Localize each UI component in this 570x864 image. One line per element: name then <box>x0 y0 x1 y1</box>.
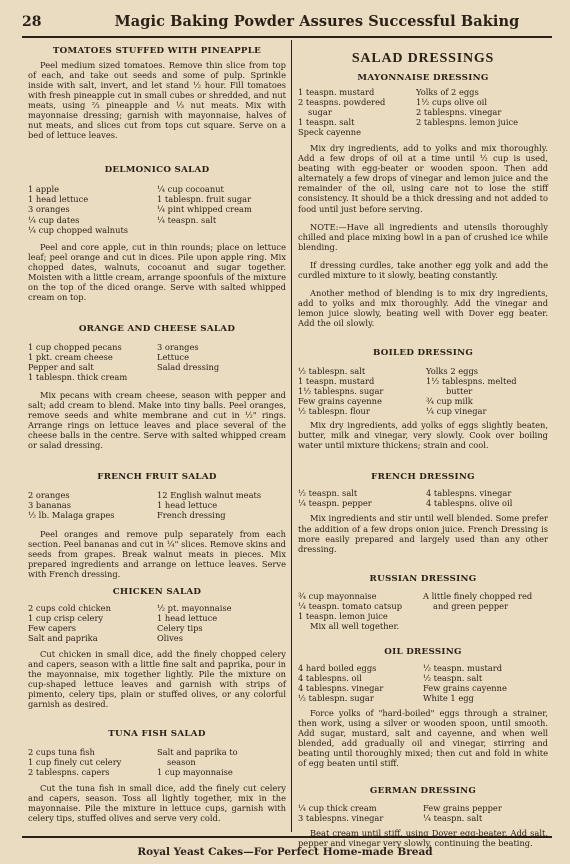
ingredient: 4 tablespns. olive oil <box>426 498 513 509</box>
recipe-body: Mix pecans with cream cheese, season with pepper and salt; add cream to blend. Make into tiny balls. Peel oranges, remove seeds and white membrane and cut in ½" rings. Arrange rings on lettuce leaves and place several of the cheese balls in the centre. Serve with salted whipped cream or salad dressing. <box>28 390 286 451</box>
ingredient: ½ teaspn. mustard <box>423 662 503 673</box>
ingredient: Yolks of 2 eggs <box>416 87 479 97</box>
ingredient-list <box>298 591 548 621</box>
ingredient: ½ tablespn. salt <box>298 365 366 376</box>
method-paragraph: Another method of blending is to mix dry ingredients, add to yolks and mix thoroughly. Add the vinegar and lemon juice slowly, beating well with Dover egg beater. Add the oil slowly. <box>298 287 548 328</box>
ingredient: 12 English walnut meats <box>157 490 262 501</box>
ingredient: ½ lb. Malaga grapes <box>28 510 115 521</box>
ingredient: ¾ cup mayonnaise <box>298 590 377 601</box>
ingredient-list <box>28 603 286 643</box>
ingredient: ¼ cup vinegar <box>426 406 487 417</box>
recipe-chicken <box>28 587 286 709</box>
ingredient: 2 cups cold chicken <box>28 602 111 613</box>
ingredient: Speck cayenne <box>298 127 362 138</box>
ingredient: 4 tablespns. vinegar <box>298 682 384 693</box>
ingredient: 4 tablespns. vinegar <box>426 488 512 499</box>
ingredient: ¼ cup dates <box>28 214 80 225</box>
header-rule <box>22 36 552 38</box>
recipe-title: GERMAN DRESSING <box>369 786 477 797</box>
ingredient: 4 tablespns. oil <box>298 672 362 683</box>
ingredient: Few capers <box>28 622 76 633</box>
recipe-orange-cheese <box>28 324 286 450</box>
ingredient: butter <box>446 386 473 397</box>
ingredient: sugar <box>308 107 332 118</box>
ingredient: ½ tablespn. flour <box>298 406 370 417</box>
ingredient <box>157 225 286 235</box>
right-column <box>298 50 548 848</box>
recipe-title: MAYONNAISE DRESSING <box>357 73 489 83</box>
recipe-title: ORANGE AND CHEESE SALAD <box>78 323 236 334</box>
ingredient <box>157 372 286 382</box>
ingredient: Salt and paprika to <box>157 747 238 758</box>
ingredient: 1 apple <box>28 184 60 195</box>
ingredient-list <box>28 342 286 382</box>
page-footer: Royal Yeast Cakes—For Perfect Home-made Bread <box>137 846 433 858</box>
ingredient: ¼ teaspn. pepper <box>298 498 372 509</box>
ingredient: 2 oranges <box>28 490 70 501</box>
ingredient: 2 tablespns. vinegar <box>416 107 502 118</box>
recipe-title: TOMATOES STUFFED WITH PINEAPPLE <box>52 46 262 56</box>
ingredient-list <box>298 87 548 137</box>
ingredient: 1½ tablespns. sugar <box>298 386 384 397</box>
ingredient: Salad dressing <box>157 361 220 372</box>
note-paragraph: NOTE:—Have all ingredients and utensils thoroughly chilled and place mixing bowl in a pan of crushed ice while blending. <box>298 221 548 252</box>
ingredient: 3 oranges <box>28 204 70 215</box>
ingredient: French dressing <box>157 510 226 521</box>
recipe-body: Mix dry ingredients, add yolks of eggs slightly beaten, butter, milk and vinegar, very slowly. Cook over boiling water until mixture thickens; strain and cool. <box>298 420 548 451</box>
recipe-tuna <box>28 729 286 823</box>
running-title: Magic Baking Powder Assures Successful Baking <box>114 13 520 30</box>
recipe-title: TUNA FISH SALAD <box>108 729 206 740</box>
ingredient <box>416 127 548 137</box>
ingredient: Pepper and salt <box>28 361 94 372</box>
ingredient: 2 tablespns. capers <box>28 767 110 778</box>
dressing-mayonnaise <box>298 73 548 328</box>
dressing-russian <box>298 574 548 631</box>
ingredient-list <box>28 747 286 777</box>
ingredient: Salt and paprika <box>28 632 98 643</box>
ingredient-list <box>28 184 286 234</box>
ingredient: 1 pkt. cream cheese <box>28 351 113 362</box>
ingredient: 2 cups tuna fish <box>28 747 95 758</box>
ingredient: 4 hard boiled eggs <box>298 662 377 673</box>
ingredient: 1 teaspn. lemon juice <box>298 610 388 621</box>
ingredient: ¼ cup cocoanut <box>157 184 224 195</box>
ingredient: ¼ teaspn. salt <box>157 214 217 225</box>
ingredient: 1½ cups olive oil <box>416 97 487 108</box>
ingredient: Few grains pepper <box>423 803 502 814</box>
ingredient: 1 head lettuce <box>157 612 218 623</box>
ingredient: 3 oranges <box>157 341 199 352</box>
ingredient: 1 cup finely cut celery <box>28 757 122 768</box>
ingredient: Olives <box>157 632 183 643</box>
dressing-boiled <box>298 348 548 450</box>
ingredient: Yolks 2 eggs <box>426 365 479 376</box>
ingredient: ½ pt. mayonnaise <box>157 602 232 613</box>
ingredient: 3 bananas <box>28 500 72 511</box>
ingredient: 1 tablespn. fruit sugar <box>157 194 252 205</box>
recipe-body: Peel oranges and remove pulp separately from each section. Peel bananas and cut in ¼" slices. Remove skins and seeds from grapes. Break walnut meats in pieces. Mix prepared ingredients and arrange on lettuce leaves. Serve with French dressing. <box>28 528 286 579</box>
ingredient: Celery tips <box>157 622 203 633</box>
ingredient: ¼ teaspn. tomato catsup <box>298 600 403 611</box>
recipe-body: Peel medium sized tomatoes. Remove thin slice from top of each, and take out seeds and some of pulp. Sprinkle inside with salt, invert, and let stand ½ hour. Fill tomatoes with fresh pineapple cut in small cubes or shredded, and nut meats, using ⅔ pineapple and ⅓ nut meats. Mix with mayonnaise dressing; garnish with mayonnaise, halves of nut meats, and slices cut from tops cut square. Serve on a bed of lettuce leaves. <box>28 60 286 141</box>
ingredient: 1½ tablespns. melted <box>426 376 517 387</box>
recipe-body: Cut chicken in small dice, add the finely chopped celery and capers, season with a little fine salt and paprika, pour in the mayonnaise, mix together lightly. Pile the mixture on cup-shaped lettuce leaves and garnish with strips of pimento, celery tips, plain or stuffed olives, or any colorful garnish as desired. <box>28 648 286 710</box>
ingredient: ¾ cup milk <box>426 396 473 407</box>
ingredient: ¼ cup thick cream <box>298 803 377 814</box>
ingredient: season <box>167 757 196 768</box>
ingredient <box>423 611 548 621</box>
ingredient: White 1 egg <box>423 692 474 703</box>
ingredient: ¼ cup chopped walnuts <box>28 224 129 235</box>
ingredient-list <box>298 366 548 416</box>
ingredient: 1 teaspn. salt <box>298 117 355 128</box>
recipe-delmonico <box>28 165 286 302</box>
recipe-title: BOILED DRESSING <box>372 347 474 358</box>
recipe-title: DELMONICO SALAD <box>104 165 210 176</box>
ingredient-list <box>298 803 548 823</box>
recipe-title: CHICKEN SALAD <box>112 586 202 597</box>
ingredient: and green pepper <box>433 600 509 611</box>
page-number: 28 <box>22 14 42 30</box>
recipe-title: RUSSIAN DRESSING <box>369 573 477 584</box>
recipe-title: FRENCH DRESSING <box>371 472 475 483</box>
ingredient: 1 cup crisp celery <box>28 612 104 623</box>
left-column <box>28 46 286 824</box>
recipe-title: OIL DRESSING <box>384 646 462 657</box>
ingredient-list <box>298 488 548 508</box>
recipe-body: Cut the tuna fish in small dice, add the finely cut celery and capers, season. Toss all lightly together, mix in the mayonnaise. Pile the mixture in lettuce cups, garnish with celery tips, stuffed olives and serve very cold. <box>28 783 286 824</box>
ingredient: ½ teaspn. salt <box>298 488 358 499</box>
dressing-oil <box>298 647 548 768</box>
curdle-paragraph: If dressing curdles, take another egg yolk and add the curdled mixture to it slowly, beating constantly. <box>298 259 548 280</box>
ingredient: Lettuce <box>157 351 189 362</box>
recipe-french-fruit <box>28 472 286 578</box>
recipe-body: Peel and core apple, cut in thin rounds; place on lettuce leaf; peel orange and cut in dices. Pile upon apple ring. Mix chopped dates, walnuts, cocoanut and sugar together. Moisten with a little cream, arrange spoonfuls of the mixture on the top of the diced orange. Serve with salted whipped cream on top. <box>28 241 286 302</box>
recipe-body: Mix ingredients and stir until well blended. Some prefer the addition of a few drops onion juice. French Dressing is more easily prepared and largely used than any other dressing. <box>298 513 548 554</box>
ingredient: ½ teaspn. salt <box>423 672 483 683</box>
recipe-tomatoes <box>28 46 286 140</box>
ingredient: ¼ pint whipped cream <box>157 204 252 215</box>
ingredient: ¼ teaspn. salt <box>423 813 483 824</box>
column-divider <box>291 40 292 832</box>
ingredient: A little finely chopped red <box>423 590 533 601</box>
dressing-german <box>298 786 548 848</box>
recipe-body: Beat cream until stiff, using Dover egg-beater. Add salt, pepper and vinegar very slowly, continuing the beating. <box>298 828 548 849</box>
ingredient: ½ tablespn. sugar <box>298 692 374 703</box>
ingredient: 1 head lettuce <box>28 194 89 205</box>
page-header <box>22 10 552 34</box>
ingredient: 1 tablespn. thick cream <box>28 372 128 383</box>
ingredient: 1 head lettuce <box>157 500 218 511</box>
ingredient: 1 cup chopped pecans <box>28 341 122 352</box>
recipe-body: Force yolks of "hard-boiled" eggs through a strainer, then work, using a silver or wooden spoon, until smooth. Add sugar, mustard, salt and cayenne, and when well blended, add gradually oil and vinegar, stirring and beating until thoroughly mixed; then cut and fold in white of egg beaten until stiff. <box>298 708 548 769</box>
section-title: SALAD DRESSINGS <box>351 51 495 66</box>
dressing-french <box>298 472 548 553</box>
ingredient: 2 tablespns. lemon juice <box>416 117 519 128</box>
ingredient: 1 teaspn. mustard <box>298 87 375 97</box>
ingredient: 1 teaspn. mustard <box>298 376 375 387</box>
ingredient-list <box>28 490 286 520</box>
ingredient: 2 teaspns. powdered <box>298 97 386 108</box>
ingredient: 1 cup mayonnaise <box>157 767 233 778</box>
ingredient: Few grains cayenne <box>298 396 382 407</box>
ingredient: Few grains cayenne <box>423 682 507 693</box>
recipe-title: FRENCH FRUIT SALAD <box>97 472 217 483</box>
recipe-body: Mix all well together. <box>310 620 400 631</box>
ingredient-list <box>298 663 548 703</box>
ingredient: 3 tablespns. vinegar <box>298 813 384 824</box>
recipe-body: Mix dry ingredients, add to yolks and mix thoroughly. Add a few drops of oil at a time until ½ cup is used, beating with egg-beater or wooden spoon. Then add alternately a few drops of vinegar and lemon juice and the remainder of the oil, using care not to lose the stiff consistency. It should be a thick dressing and not added to food until just before serving. <box>298 143 548 214</box>
